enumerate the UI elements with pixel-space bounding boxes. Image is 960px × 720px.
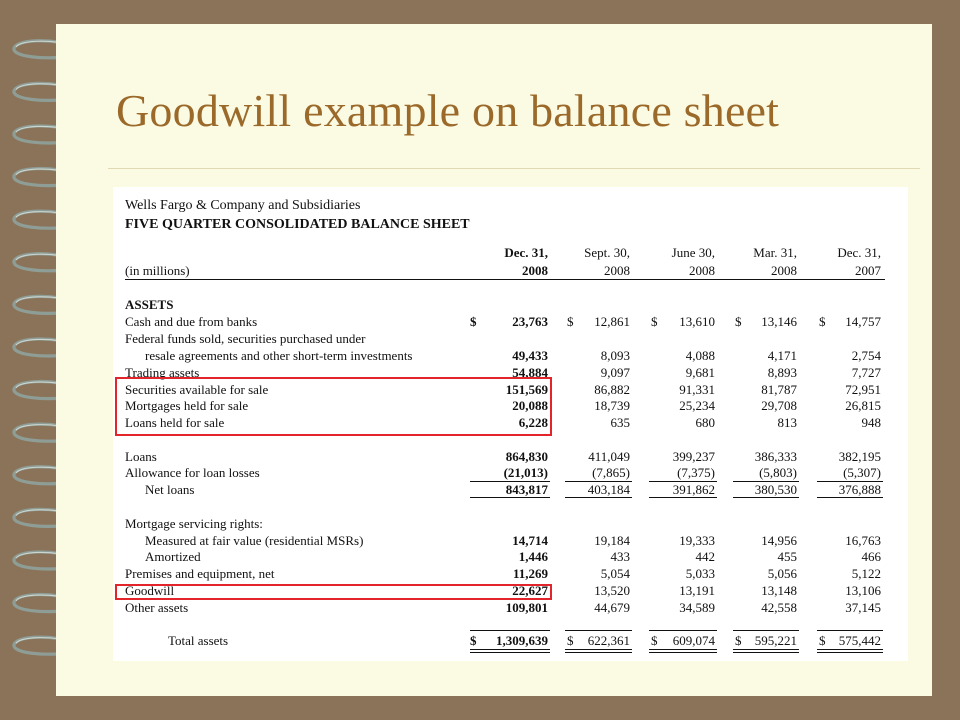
row-label: Amortized xyxy=(145,549,201,564)
dollar-sign: $ xyxy=(735,314,742,329)
subtotal-rule xyxy=(733,497,799,498)
cell-value: 20,088 xyxy=(512,398,548,413)
cell-value: (5,803) xyxy=(759,465,797,480)
col-header-line2: 2007 xyxy=(855,263,881,278)
cell-value: 595,221 xyxy=(754,633,797,648)
total-double-rule xyxy=(470,649,550,650)
row-label: Measured at fair value (residential MSRs) xyxy=(145,533,364,548)
total-rule xyxy=(817,630,883,631)
cell-value: 609,074 xyxy=(672,633,715,648)
cell-value: (5,307) xyxy=(843,465,881,480)
cell-value: 411,049 xyxy=(588,449,630,464)
cell-value: 8,093 xyxy=(600,348,630,363)
subtotal-rule xyxy=(470,497,550,498)
row-label: Loans xyxy=(125,449,157,464)
total-rule xyxy=(470,630,550,631)
row-label: Allowance for loan losses xyxy=(125,465,260,480)
cell-value: 25,234 xyxy=(679,398,715,413)
dollar-sign: $ xyxy=(819,314,826,329)
cell-value: 86,882 xyxy=(594,382,630,397)
dollar-sign: $ xyxy=(567,633,574,648)
cell-value: 442 xyxy=(695,549,715,564)
cell-value: 26,815 xyxy=(845,398,881,413)
cell-value: 433 xyxy=(610,549,630,564)
cell-value: 14,956 xyxy=(761,533,797,548)
cell-value: 151,569 xyxy=(505,382,548,397)
cell-value: 42,558 xyxy=(761,600,797,615)
highlight-goodwill xyxy=(115,584,552,600)
dollar-sign: $ xyxy=(651,314,658,329)
cell-value: 13,106 xyxy=(845,583,881,598)
cell-value: (7,865) xyxy=(592,465,630,480)
total-double-rule xyxy=(817,652,883,653)
cell-value: 13,191 xyxy=(679,583,715,598)
cell-value: 455 xyxy=(777,549,797,564)
report-title: FIVE QUARTER CONSOLIDATED BALANCE SHEET xyxy=(125,217,470,232)
row-label: Securities available for sale xyxy=(125,382,269,397)
cell-value: 13,610 xyxy=(679,314,715,329)
cell-value: 44,679 xyxy=(594,600,630,615)
header-rule xyxy=(125,279,885,280)
total-double-rule xyxy=(565,652,632,653)
dollar-sign: $ xyxy=(735,633,742,648)
cell-value: 386,333 xyxy=(754,449,797,464)
cell-value: 13,148 xyxy=(761,583,797,598)
cell-value: 81,787 xyxy=(761,382,797,397)
cell-value: (21,013) xyxy=(503,465,548,480)
total-double-rule xyxy=(565,649,632,650)
cell-value: 37,145 xyxy=(845,600,881,615)
subtotal-rule xyxy=(649,481,717,482)
cell-value: 864,830 xyxy=(505,449,548,464)
row-label: Mortgage servicing rights: xyxy=(125,516,263,531)
cell-value: 19,184 xyxy=(594,533,630,548)
col-header-line1: Sept. 30, xyxy=(584,245,630,260)
total-double-rule xyxy=(817,649,883,650)
dollar-sign: $ xyxy=(651,633,658,648)
total-double-rule xyxy=(649,649,717,650)
subtotal-rule xyxy=(649,497,717,498)
row-label: Cash and due from banks xyxy=(125,314,258,329)
cell-value: 622,361 xyxy=(587,633,630,648)
cell-value: 376,888 xyxy=(838,482,881,497)
total-double-rule xyxy=(649,652,717,653)
total-rule xyxy=(565,630,632,631)
cell-value: 16,763 xyxy=(845,533,881,548)
row-label: Federal funds sold, securities purchased under xyxy=(125,331,366,346)
cell-value: 19,333 xyxy=(679,533,715,548)
total-rule xyxy=(733,630,799,631)
cell-value: 91,331 xyxy=(679,382,715,397)
cell-value: 34,589 xyxy=(679,600,715,615)
cell-value: 380,530 xyxy=(754,482,797,497)
cell-value: 13,520 xyxy=(594,583,630,598)
cell-value: 14,714 xyxy=(512,533,548,548)
subtotal-rule xyxy=(733,481,799,482)
subtotal-rule xyxy=(817,481,883,482)
company-name: Wells Fargo & Company and Subsidiaries xyxy=(125,198,361,213)
cell-value: 5,056 xyxy=(767,566,797,581)
col-header-line1: Dec. 31, xyxy=(504,245,548,260)
cell-value: (7,375) xyxy=(677,465,715,480)
cell-value: 7,727 xyxy=(851,365,881,380)
cell-value: 29,708 xyxy=(761,398,797,413)
row-label: Loans held for sale xyxy=(125,415,225,430)
dollar-sign: $ xyxy=(470,633,477,648)
row-label: Other assets xyxy=(125,600,189,615)
total-double-rule xyxy=(470,652,550,653)
cell-value: 403,184 xyxy=(587,482,630,497)
highlight-securities-mortgages-loans xyxy=(115,377,552,436)
subtotal-rule xyxy=(817,497,883,498)
balance-sheet-image xyxy=(113,187,908,661)
cell-value: 680 xyxy=(695,415,715,430)
cell-value: 72,951 xyxy=(845,382,881,397)
cell-value: 6,228 xyxy=(518,415,548,430)
col-header-line2: 2008 xyxy=(604,263,630,278)
subtotal-rule xyxy=(470,481,550,482)
row-label: Premises and equipment, net xyxy=(125,566,275,581)
section-heading: ASSETS xyxy=(125,297,174,312)
dollar-sign: $ xyxy=(567,314,574,329)
cell-value: 948 xyxy=(861,415,881,430)
cell-value: 4,088 xyxy=(685,348,715,363)
col-header-line1: Mar. 31, xyxy=(753,245,797,260)
units-label: (in millions) xyxy=(125,263,190,278)
cell-value: 12,861 xyxy=(594,314,630,329)
cell-value: 9,097 xyxy=(600,365,630,380)
col-header-line1: June 30, xyxy=(671,245,715,260)
cell-value: 1,309,639 xyxy=(496,633,548,648)
dollar-sign: $ xyxy=(819,633,826,648)
col-header-line1: Dec. 31, xyxy=(837,245,881,260)
cell-value: 9,681 xyxy=(685,365,715,380)
cell-value: 11,269 xyxy=(512,566,548,581)
cell-value: 109,801 xyxy=(505,600,548,615)
row-label: Trading assets xyxy=(125,365,200,380)
row-label: Total assets xyxy=(168,633,229,648)
cell-value: 399,237 xyxy=(672,449,715,464)
cell-value: 54,884 xyxy=(512,365,548,380)
col-header-line2: 2008 xyxy=(522,263,548,278)
cell-value: 8,893 xyxy=(767,365,797,380)
dollar-sign: $ xyxy=(470,314,477,329)
cell-value: 382,195 xyxy=(838,449,881,464)
row-label: Goodwill xyxy=(125,583,175,598)
cell-value: 575,442 xyxy=(838,633,881,648)
subtotal-rule xyxy=(565,497,632,498)
title-divider xyxy=(108,168,920,169)
cell-value: 813 xyxy=(777,415,797,430)
total-double-rule xyxy=(733,649,799,650)
row-label: Net loans xyxy=(145,482,195,497)
cell-value: 635 xyxy=(610,415,630,430)
slide-title: Goodwill example on balance sheet xyxy=(116,85,780,136)
cell-value: 1,446 xyxy=(518,549,548,564)
total-rule xyxy=(649,630,717,631)
cell-value: 5,054 xyxy=(600,566,630,581)
row-label: resale agreements and other short-term investments xyxy=(145,348,413,363)
cell-value: 5,033 xyxy=(685,566,715,581)
cell-value: 5,122 xyxy=(851,566,881,581)
cell-value: 2,754 xyxy=(851,348,881,363)
cell-value: 13,146 xyxy=(761,314,797,329)
cell-value: 22,627 xyxy=(512,583,548,598)
col-header-line2: 2008 xyxy=(771,263,797,278)
cell-value: 843,817 xyxy=(505,482,548,497)
row-label: Mortgages held for sale xyxy=(125,398,249,413)
cell-value: 23,763 xyxy=(512,314,548,329)
cell-value: 391,862 xyxy=(672,482,715,497)
cell-value: 466 xyxy=(861,549,881,564)
cell-value: 49,433 xyxy=(512,348,548,363)
total-double-rule xyxy=(733,652,799,653)
cell-value: 14,757 xyxy=(845,314,881,329)
col-header-line2: 2008 xyxy=(689,263,715,278)
cell-value: 4,171 xyxy=(767,348,797,363)
subtotal-rule xyxy=(565,481,632,482)
cell-value: 18,739 xyxy=(594,398,630,413)
